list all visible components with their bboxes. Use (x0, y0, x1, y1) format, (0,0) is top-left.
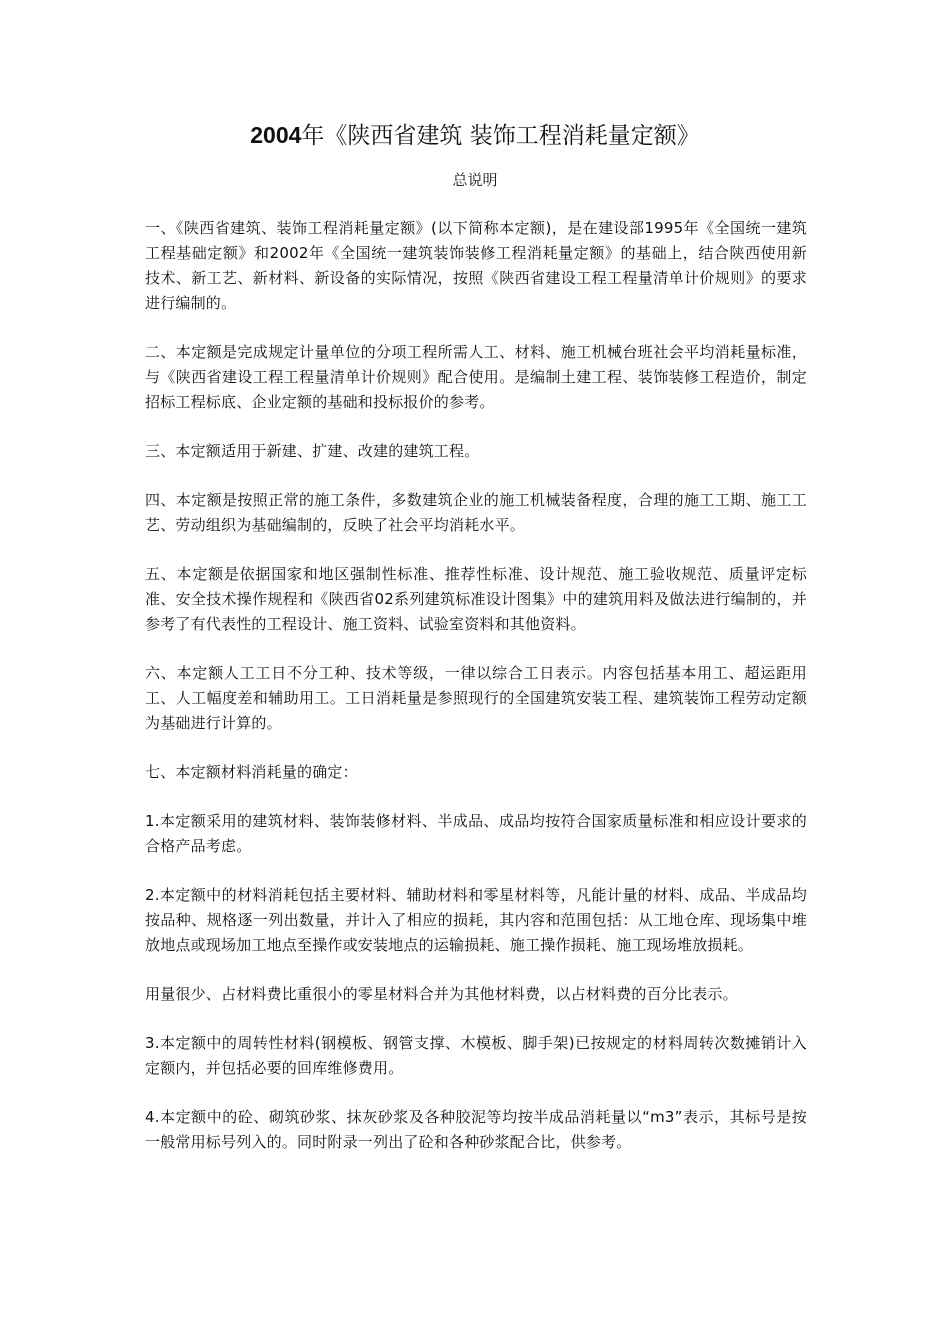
title-year: 2004 (250, 122, 302, 148)
paragraph-7: 七、本定额材料消耗量的确定： (145, 763, 358, 781)
paragraph-10: 用量很少、占材料费比重很小的零星材料合并为其他材料费，以占材料费的百分比表示。 (145, 985, 738, 1003)
paragraph-3: 三、本定额适用于新建、扩建、改建的建筑工程。 (145, 442, 480, 460)
paragraph-4: 四、本定额是按照正常的施工条件，多数建筑企业的施工机械装备程度，合理的施工工期、施工工艺、劳动组织为基础编制的，反映了社会平均消耗水平。 (145, 491, 807, 534)
document-subtitle: 总说明 (452, 171, 498, 189)
title-text: 年《陕西省建筑 装饰工程消耗量定额》 (301, 123, 700, 149)
paragraph-6: 六、本定额人工工日不分工种、技术等级，一律以综合工日表示。内容包括基本用工、超运距用工、人工幅度差和辅助用工。工日消耗量是参照现行的全国建筑安装工程、建筑装饰工程劳动定额为基础进行计算的。 (145, 664, 807, 732)
paragraph-2: 二、本定额是完成规定计量单位的分项工程所需人工、材料、施工机械台班社会平均消耗量标准，与《陕西省建设工程工程量清单计价规则》配合使用。是编制土建工程、装饰装修工程造价，制定招标工程标底、企业定额的基础和投标报价的参考。 (145, 343, 807, 411)
paragraph-11: 3.本定额中的周转性材料(钢模板、钢管支撑、木模板、脚手架)已按规定的材料周转次数摊销计入定额内，并包括必要的回库维修费用。 (145, 1034, 807, 1077)
paragraph-1: 一、《陕西省建筑、装饰工程消耗量定额》(以下简称本定额)，是在建设部1995年《全国统一建筑工程基础定额》和2002年《全国统一建筑装饰装修工程消耗量定额》的基础上，结合陕西使用新技术、新工艺、新材料、新设备的实际情况，按照《陕西省建设工程工程量清单计价规则》的要求进行编制的。 (145, 219, 807, 312)
paragraph-5: 五、本定额是依据国家和地区强制性标准、推荐性标准、设计规范、施工验收规范、质量评定标准、安全技术操作规程和《陕西省02系列建筑标准设计图集》中的建筑用料及做法进行编制的，并参考了有代表性的工程设计、施工资料、试验室资料和其他资料。 (145, 565, 807, 633)
document-title (0, 120, 950, 151)
paragraph-9: 2.本定额中的材料消耗包括主要材料、辅助材料和零星材料等，凡能计量的材料、成品、半成品均按品种、规格逐一列出数量，并计入了相应的损耗，其内容和范围包括：从工地仓库、现场集中堆放地点或现场加工地点至操作或安装地点的运输损耗、施工操作损耗、施工现场堆放损耗。 (145, 886, 807, 954)
document-body (145, 216, 807, 1179)
paragraph-12: 4.本定额中的砼、砌筑砂浆、抹灰砂浆及各种胶泥等均按半成品消耗量以“m3”表示，其标号是按一般常用标号列入的。同时附录一列出了砼和各种砂浆配合比，供参考。 (145, 1108, 807, 1151)
paragraph-8: 1.本定额采用的建筑材料、装饰装修材料、半成品、成品均按符合国家质量标准和相应设计要求的合格产品考虑。 (145, 812, 807, 855)
